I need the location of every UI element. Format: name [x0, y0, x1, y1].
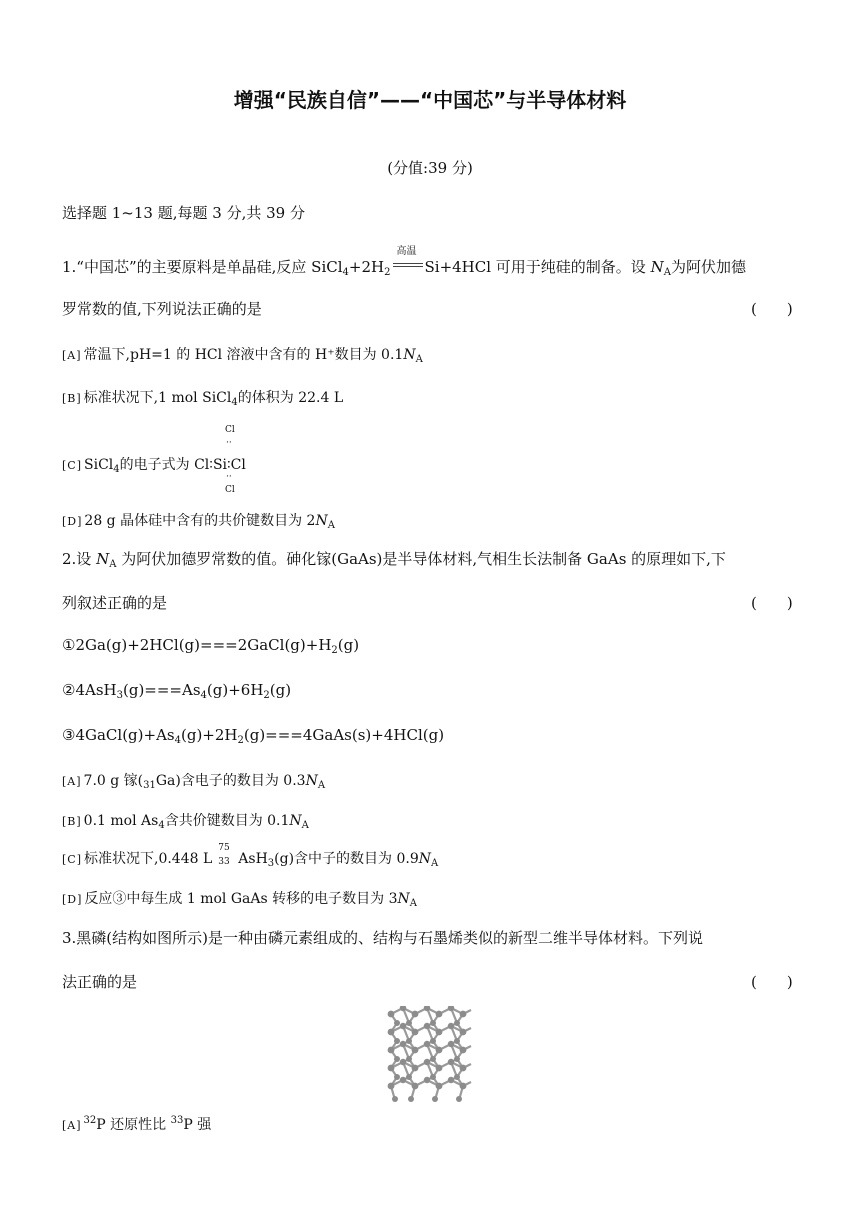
- q2-option-a: [A] 7.0 g 镓$(_{31}Ga)$含电子的数目为 $0.3N_A$: [62, 773, 326, 791]
- section-heading: 选择题 1~13 题,每题 3 分,共 39 分: [62, 204, 305, 222]
- q1-option-b: [B] 标准状况下,1 mol SiCl$_4$的体积为 22.4 L: [62, 390, 344, 408]
- electron-formula-bottom-cl: Cl: [225, 485, 235, 495]
- question-3-stem-line2: 法正确的是: [62, 973, 138, 991]
- electron-formula-top-cl: Cl: [225, 425, 235, 435]
- reaction-1: $①2Ga(g)+2HCl(g)===2GaCl(g)+H_2(g)$: [62, 636, 360, 656]
- q2-option-d: [D] 反应③中每生成 1 mol GaAs 转移的电子数目为 $3N_A$: [62, 891, 417, 909]
- answer-bracket-1: ( ): [751, 300, 793, 318]
- q1-option-c: [C] SiCl$_4$的电子式为 Cl∶Si∶Cl: [62, 457, 246, 475]
- answer-bracket-2: ( ): [751, 594, 793, 612]
- question-2-stem-line1: 2.设 $N_A$ 为阿伏加德罗常数的值。砷化镓(GaAs)是半导体材料,气相生长法制备 GaAs 的原理如下,下: [62, 550, 726, 570]
- question-1-stem-line2: 罗常数的值,下列说法正确的是: [62, 300, 262, 318]
- black-phosphorus-structure-image: [385, 1006, 475, 1104]
- q2-option-c: [C] 标准状况下,0.448 L 75 33 AsH$_3$(g)含中子的数目为 $0.9N_A$: [62, 843, 439, 869]
- reaction-2: $②4AsH_3(g)===As_4(g)+6H_2(g)$: [62, 681, 292, 701]
- reaction-condition: 高温: [391, 258, 425, 272]
- score-label: (分值:39 分): [387, 159, 473, 177]
- electron-formula-top-dots: ··: [226, 438, 232, 448]
- nuclide-notation: 75 33: [218, 843, 230, 867]
- q3-option-a: [A] $^{32}$P 还原性比 $^{33}$P 强: [62, 1115, 212, 1133]
- q1-option-d: [D] 28 g 晶体硅中含有的共价键数目为 $2N_A$: [62, 513, 335, 531]
- question-3-stem-line1: 3.黑磷(结构如图所示)是一种由磷元素组成的、结构与石墨烯类似的新型二维半导体材料。下列说: [62, 929, 704, 947]
- page-title: 增强“民族自信”——“中国芯”与半导体材料: [233, 88, 627, 112]
- electron-formula-bottom-dots: ··: [226, 472, 232, 482]
- question-1-stem-line1: 1.“中国芯”的主要原料是单晶硅,反应 $SiCl_4+2H_2$ 高温 Si+4HCl 可用于纯硅的制备。设 $N_A$为阿伏加德: [62, 246, 746, 278]
- question-2-stem-line2: 列叙述正确的是: [62, 594, 168, 612]
- q2-option-b: [B] 0.1 mol $As_4$含共价键数目为 $0.1N_A$: [62, 813, 309, 831]
- q1-option-a: [A] 常温下,pH=1 的 HCl 溶液中含有的 H⁺数目为 $0.1N_A$: [62, 347, 423, 365]
- answer-bracket-3: ( ): [751, 973, 793, 991]
- reaction-3: $③4GaCl(g)+As_4(g)+2H_2(g)===4GaAs(s)+4HCl(g)$: [62, 726, 445, 746]
